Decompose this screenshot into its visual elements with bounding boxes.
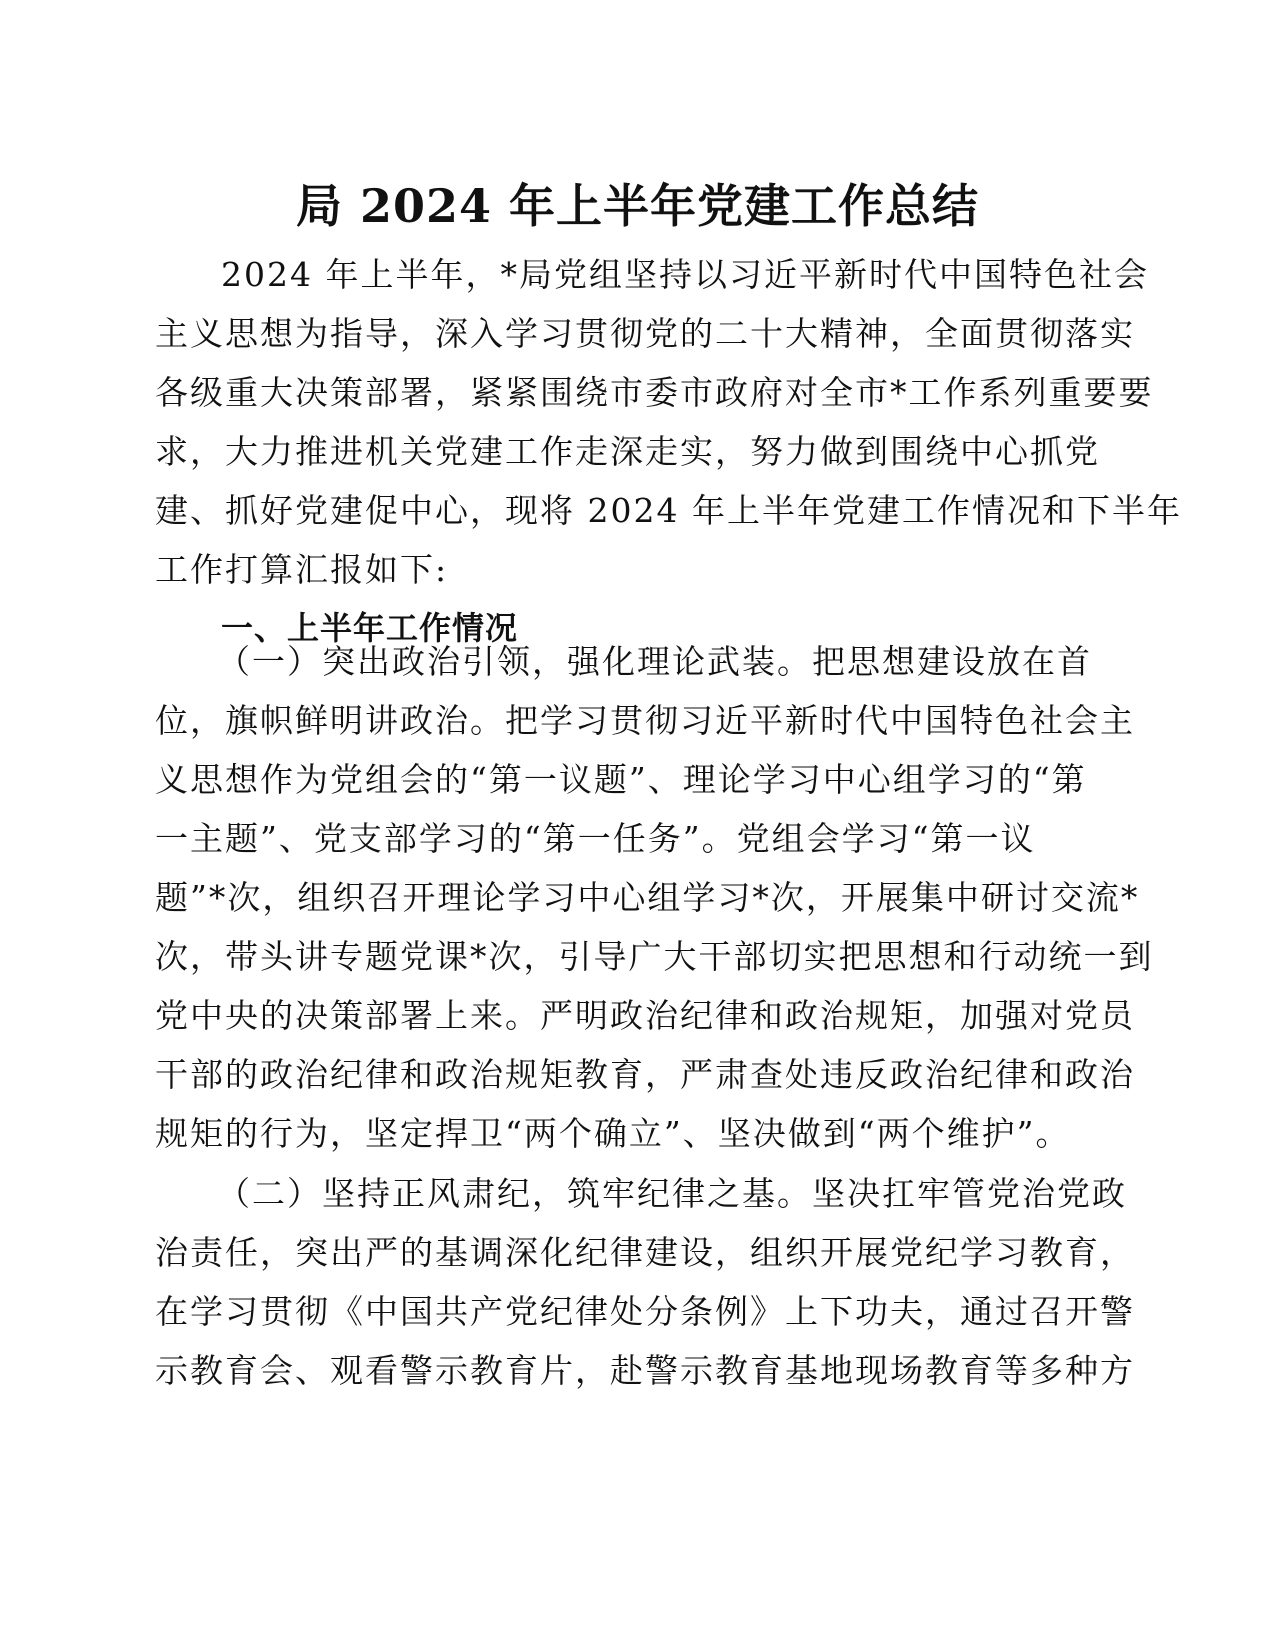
text-line: 党中央的决策部署上来。严明政治纪律和政治规矩，加强对党员 (155, 996, 1135, 1035)
text-line: 建、抓好党建促中心，现将 2024 年上半年党建工作情况和下半年 (155, 491, 1182, 530)
text-line: 在学习贯彻《中国共产党纪律处分条例》上下功夫，通过召开警 (155, 1292, 1135, 1331)
text-line: 规矩的行为，坚定捍卫“两个确立”、坚决做到“两个维护”。 (155, 1114, 1071, 1153)
paragraph-2 (155, 1164, 1135, 1400)
text-line: 干部的政治纪律和政治规矩教育，严肃查处违反政治纪律和政治 (155, 1055, 1135, 1094)
text-line: 2024 年上半年，*局党组坚持以习近平新时代中国特色社会 (221, 255, 1149, 294)
text-line: 题”*次，组织召开理论学习中心组学习*次，开展集中研讨交流* (155, 878, 1140, 917)
section-heading: 一、上半年工作情况 (221, 609, 519, 647)
text-line: （一）突出政治引领，强化理论武装。把思想建设放在首 (217, 642, 1092, 681)
text-line: 治责任，突出严的基调深化纪律建设，组织开展党纪学习教育， (155, 1233, 1135, 1272)
text-line: 位，旗帜鲜明讲政治。把学习贯彻习近平新时代中国特色社会主 (155, 701, 1135, 740)
text-line: 次，带头讲专题党课*次，引导广大干部切实把思想和行动统一到 (155, 937, 1154, 976)
text-line: 工作打算汇报如下: (155, 550, 449, 589)
text-line: 各级重大决策部署，紧紧围绕市委市政府对全市*工作系列重要要 (155, 373, 1154, 412)
text-line: （二）坚持正风肃纪，筑牢纪律之基。坚决扛牢管党治党政 (217, 1174, 1127, 1213)
text-line: 主义思想为指导，深入学习贯彻党的二十大精神，全面贯彻落实 (155, 314, 1135, 353)
text-line: 求，大力推进机关党建工作走深走实，努力做到围绕中心抓党 (155, 432, 1100, 471)
text-line: 义思想作为党组会的“第一议题”、理论学习中心组学习的“第 (155, 760, 1087, 799)
text-line: 一主题”、党支部学习的“第一任务”。党组会学习“第一议 (155, 819, 1036, 858)
text-line: 示教育会、观看警示教育片，赴警示教育基地现场教育等多种方 (155, 1351, 1135, 1390)
document-title: 局 2024 年上半年党建工作总结 (295, 179, 980, 233)
paragraph-1 (155, 632, 1154, 1163)
intro-paragraph (155, 245, 1182, 658)
